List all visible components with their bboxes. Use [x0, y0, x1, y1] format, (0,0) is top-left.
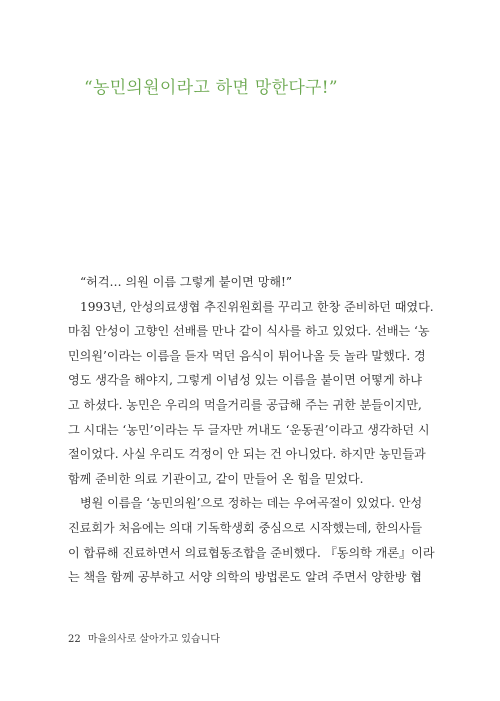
paragraph-line: 절이었다. 사실 우리도 걱정이 안 되는 건 아니었다. 하지만 농민들과 [68, 447, 426, 462]
paragraph-line: 진료회가 처음에는 의대 기독학생회 중심으로 시작했는데, 한의사들 [68, 520, 423, 535]
paragraph-line: 영도 생각을 해야지, 그렇게 이념성 있는 이름을 붙이면 어떻게 하냐 [68, 373, 422, 388]
paragraph-line: 이 합류해 진료하면서 의료협동조합을 준비했다. 『동의학 개론』이라 [68, 545, 435, 560]
page-number: 22 [68, 634, 81, 645]
paragraph-line: 마침 안성이 고향인 선배를 만나 같이 식사를 하고 있었다. 선배는 ‘농 [68, 324, 430, 339]
body-text [68, 270, 435, 590]
paragraph-line: 는 책을 함께 공부하고 서양 의학의 방법론도 알려 주면서 양한방 협 [68, 570, 422, 585]
paragraph-line: 1993년, 안성의료생협 추진위원회를 꾸리고 한창 준비하던 때였다. [80, 299, 434, 314]
paragraph-line: 민의원’이라는 이름을 듣자 먹던 음식이 튀어나올 듯 놀라 말했다. 경 [68, 348, 426, 363]
chapter-title: “농민의원이라고 하면 망한다구!” [84, 78, 338, 98]
paragraph-line: 그 시대는 ‘농민’이라는 두 글자만 꺼내도 ‘운동권’이라고 생각하던 시 [68, 422, 430, 437]
book-title: 마을의사로 살아가고 있습니다 [87, 634, 220, 645]
paragraph-line: “허걱… 의원 이름 그렇게 붙이면 망해!” [80, 275, 293, 289]
paragraph-line: 함께 준비한 의료 기관이고, 같이 만들어 온 힘을 믿었다. [68, 471, 364, 486]
paragraph-line: 고 하셨다. 농민은 우리의 먹을거리를 공급해 주는 귀한 분들이지만, [68, 397, 422, 412]
page-footer [68, 633, 220, 647]
paragraph-line: 병원 이름을 ‘농민의원’으로 정하는 데는 우여곡절이 있었다. 안성 [80, 496, 423, 511]
